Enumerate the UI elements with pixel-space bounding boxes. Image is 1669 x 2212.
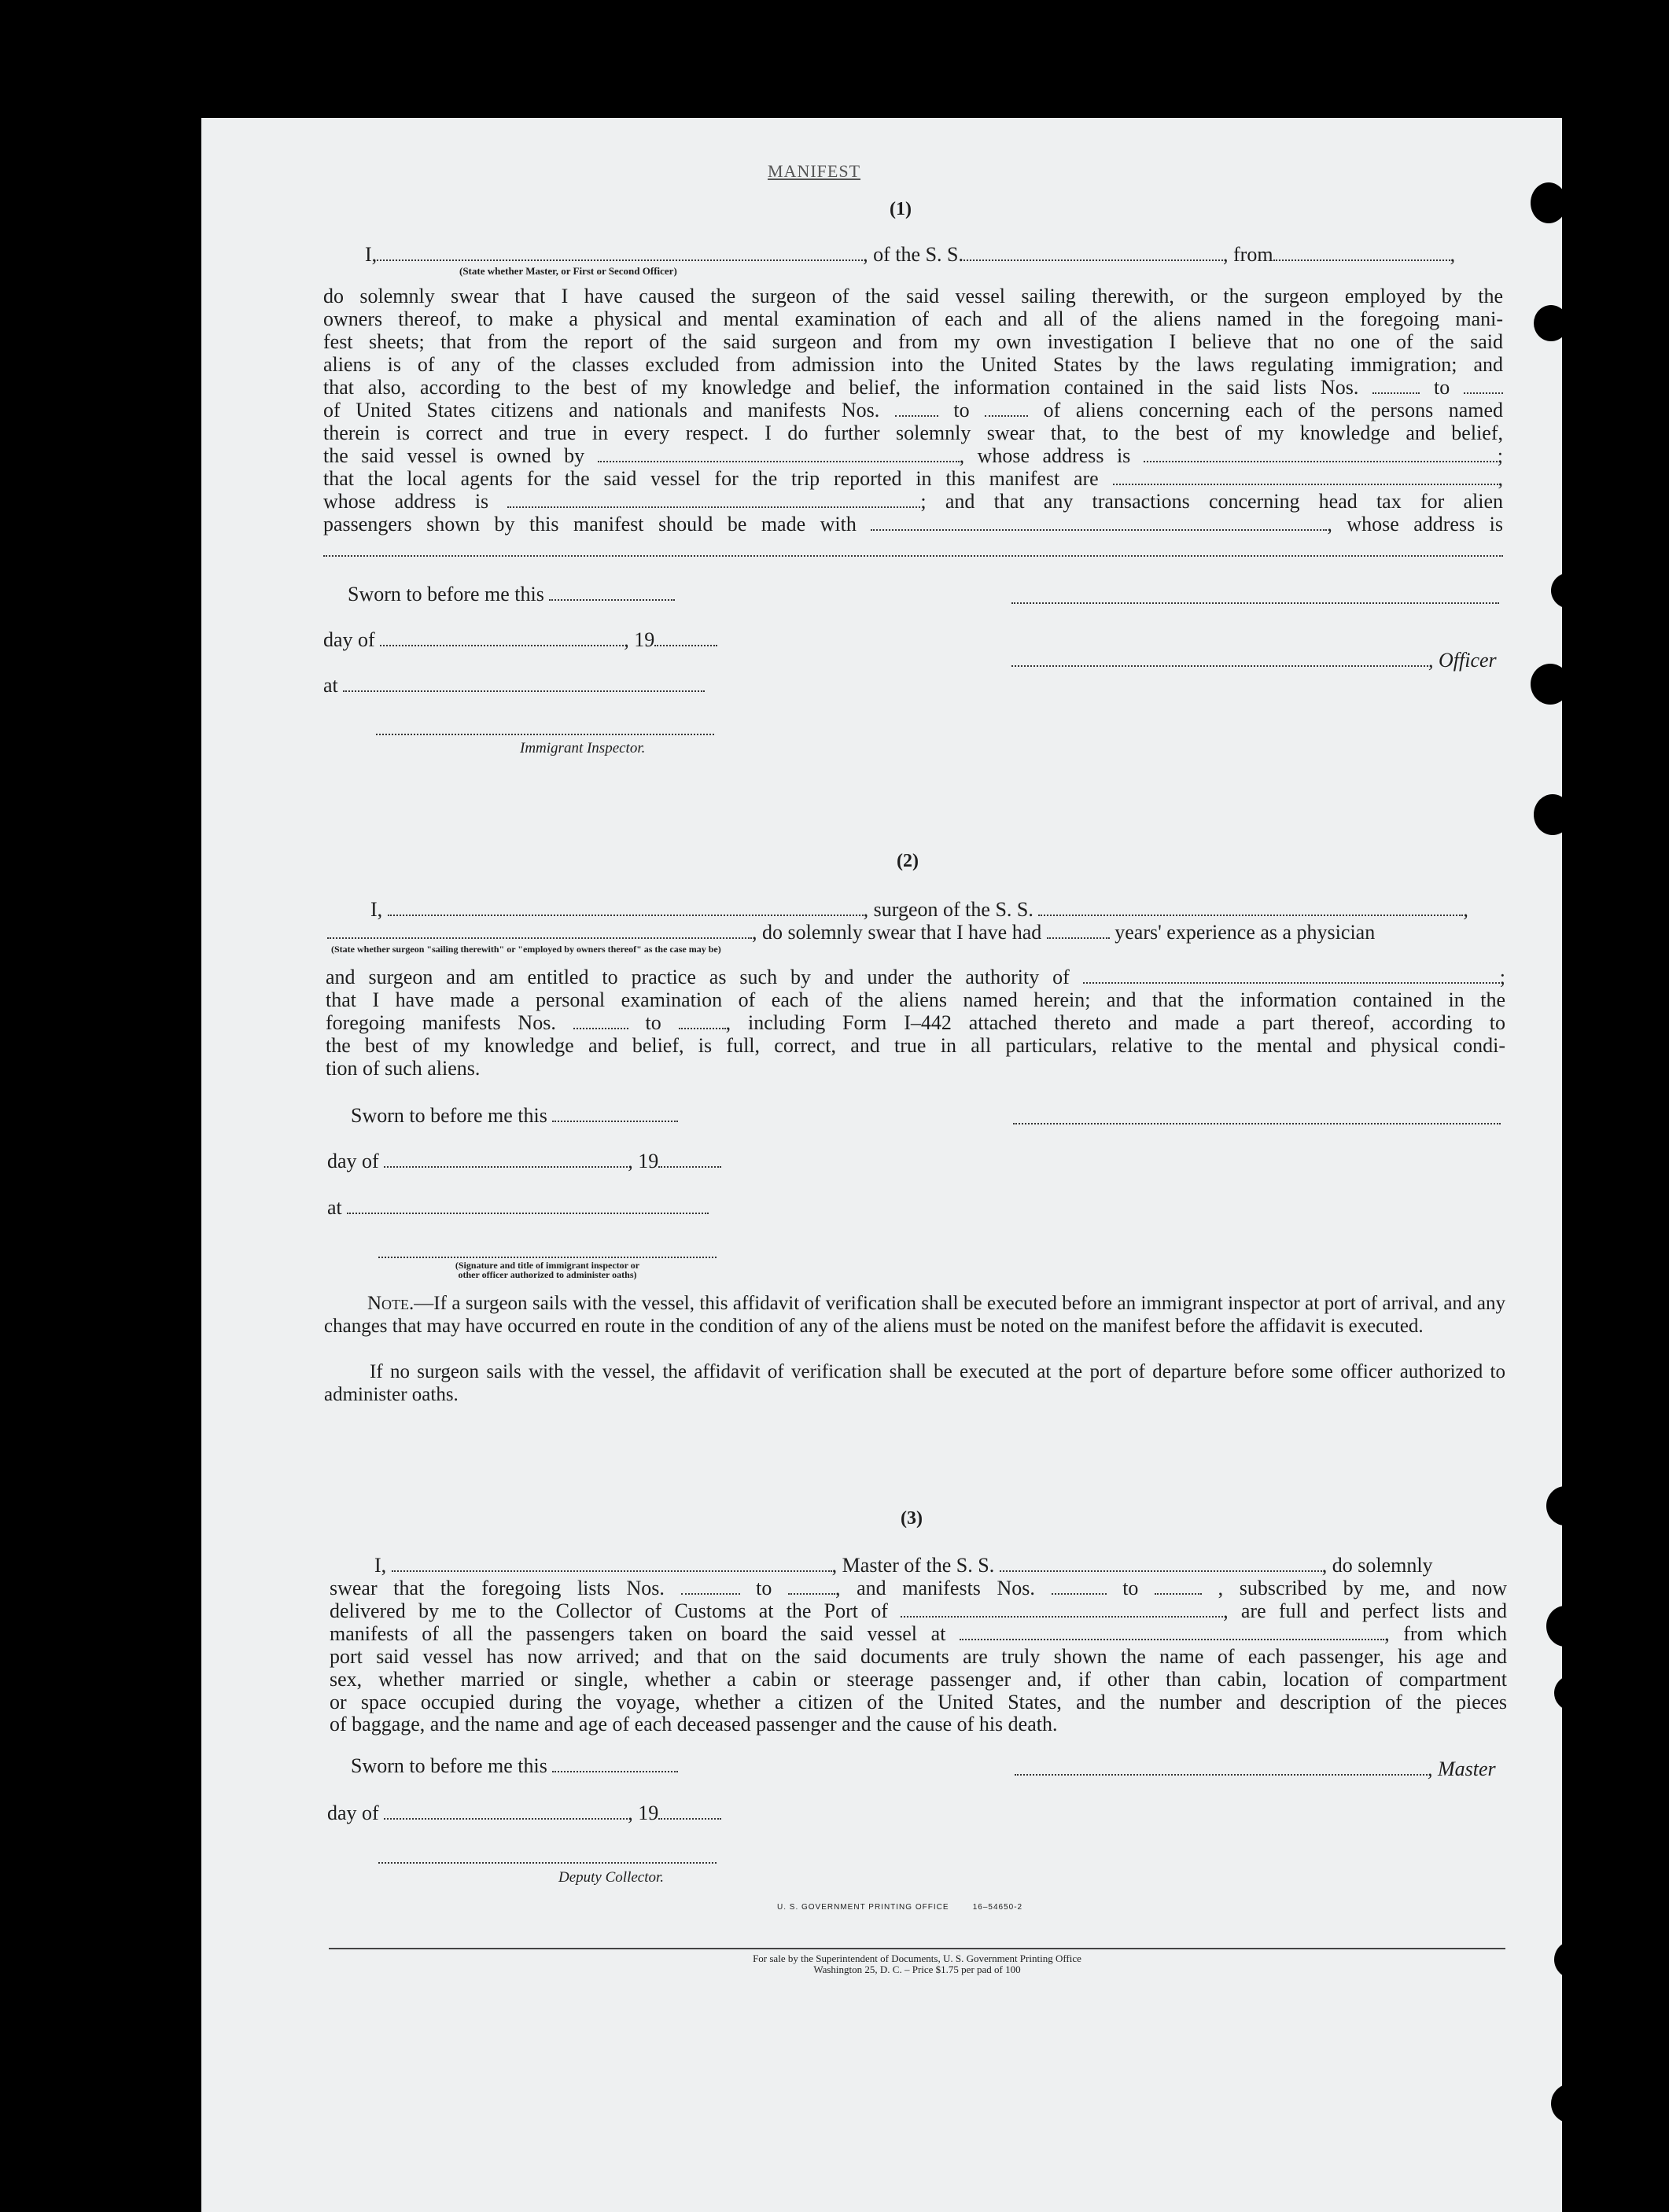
- punch-hole: [1546, 1606, 1584, 1647]
- punch-hole: [1531, 664, 1570, 705]
- s1-inspector-label: Immigrant Inspector.: [520, 740, 646, 756]
- s2-sworn: Sworn to before me this: [351, 1105, 678, 1127]
- s2-signature-rule: [1013, 1123, 1501, 1124]
- s2-signature-caption: (Signature and title of immigrant inspector or other officer authorized to administer oaths): [455, 1260, 640, 1280]
- punch-hole: [1554, 1675, 1592, 1711]
- s3-master: , Master: [1015, 1758, 1496, 1780]
- section-1-number: (1): [890, 199, 912, 219]
- punch-hole: [1551, 572, 1589, 609]
- punch-hole: [1551, 2084, 1590, 2123]
- section-3-number: (3): [901, 1508, 923, 1529]
- s3-line1: I, , Master of the S. S. , do solemnly: [374, 1554, 1433, 1577]
- punch-hole: [1534, 794, 1571, 835]
- s2-day-of: day of , 19: [327, 1150, 721, 1172]
- s3-day-of: day of , 19: [327, 1802, 721, 1824]
- s2-surgeon-caption: (State whether surgeon "sailing therewith" or "employed by owners thereof" as the case may be): [331, 944, 721, 955]
- s2-note-2: If no surgeon sails with the vessel, the affidavit of verification shall be executed at the port of departure before some officer authorized to administer oaths.: [324, 1361, 1505, 1405]
- s3-sworn: Sworn to before me this: [351, 1755, 678, 1777]
- punch-hole: [1531, 182, 1567, 223]
- section-2-number: (2): [897, 851, 919, 871]
- s2-last-line: tion of such aliens.: [326, 1057, 481, 1080]
- s2-at: at: [327, 1197, 709, 1219]
- s1-body: do solemnly swear that I have caused the surgeon of the said vessel sailing therewith, or the surgeon employed by the owners thereof, to make a physical and mental examination of each and all of the aliens named in the foregoing mani- fest sheets; that from the report of the said surgeon and from my own investigation I believe that no one of the said aliens is of any of the classes excluded from admission into the United States by the laws regulating immigration; and that also, according to the best of my knowledge and belief, the information contained in the said lists Nos. to of United States citizens and nationals and manifests Nos. to of aliens concerning each of the persons named therein is correct and true in every respect. I do further solemnly swear that, to the best of my knowledge and belief, the said vessel is owned by , whose address is ; that the local agents for the said vessel for the trip reported in this manifest are , whose address is ; and that any transactions concerning head tax for alien passengers shown by this manifest should be made with , whose address is: [323, 285, 1504, 536]
- s2-note: Note.—If a surgeon sails with the vessel, this affidavit of verification shall be executed before an immigrant inspector at port of arrival, and any changes that may have occurred en route in the condition of any of the aliens must be noted on the manifest before the affidavit is executed.: [324, 1293, 1505, 1337]
- gpo-imprint: U. S. GOVERNMENT PRINTING OFFICE 16–54650-2: [777, 1903, 1023, 1912]
- punch-hole: [1554, 1941, 1592, 1978]
- s3-body: swear that the foregoing lists Nos. to , and manifests Nos. to , subscribed by me, and now delivered by me to the Collector of Customs at the Port of , are full and perfect lists and manifests of all the passengers taken on board the said vessel at , from which port said vessel has now arrived; and that on the said documents are truly shown the name of each passenger, his age and sex, whether married or single, whether a cabin or steerage passenger and, if other than cabin, location of compartment or space occupied during the voyage, whether a citizen of the United States, and the number and description of the pieces: [330, 1577, 1508, 1713]
- s1-day-of: day of , 19: [323, 629, 717, 651]
- s1-at: at: [323, 675, 705, 697]
- s1-inspector-rule: [376, 734, 714, 735]
- header-stamp: MANIFEST: [768, 161, 861, 181]
- footer-rule: [329, 1948, 1505, 1949]
- s1-officer: , Officer: [1011, 650, 1497, 672]
- sale-notice: For sale by the Superintendent of Documents, U. S. Government Printing Office Washington 25, D. C. – Price $1.75 per pad of 100: [753, 1953, 1081, 1975]
- s3-last-line: of baggage, and the name and age of each deceased passenger and the cause of his death.: [330, 1713, 1058, 1735]
- s2-line2: , do solemnly swear that I have had years' experience as a physician: [327, 922, 1375, 944]
- s3-deputy-label: Deputy Collector.: [558, 1869, 665, 1886]
- s2-inspector-rule: [378, 1257, 717, 1258]
- s1-line1: I, , of the S. S. , from ,: [365, 243, 1456, 266]
- form-sheet: [201, 118, 1562, 2212]
- s1-officer-caption: (State whether Master, or First or Second Officer): [459, 265, 677, 277]
- s1-signature-rule: [1011, 602, 1499, 604]
- s2-body: and surgeon and am entitled to practice as such by and under the authority of ; that I have made a personal examination of each of the aliens named herein; and that the information contained in the foregoing manifests Nos. to , including Form I–442 attached thereto and made a part thereof, according to the best of my knowledge and belief, is full, correct, and true in all particulars, relative to the mental and physical condi-: [326, 966, 1506, 1057]
- s3-deputy-rule: [378, 1862, 717, 1864]
- s1-sworn: Sworn to before me this: [348, 583, 675, 605]
- punch-hole: [1534, 305, 1568, 341]
- s1-address-rule: [323, 555, 1503, 557]
- punch-hole: [1546, 1486, 1584, 1526]
- s2-line1: I, , surgeon of the S. S. ,: [370, 898, 1468, 921]
